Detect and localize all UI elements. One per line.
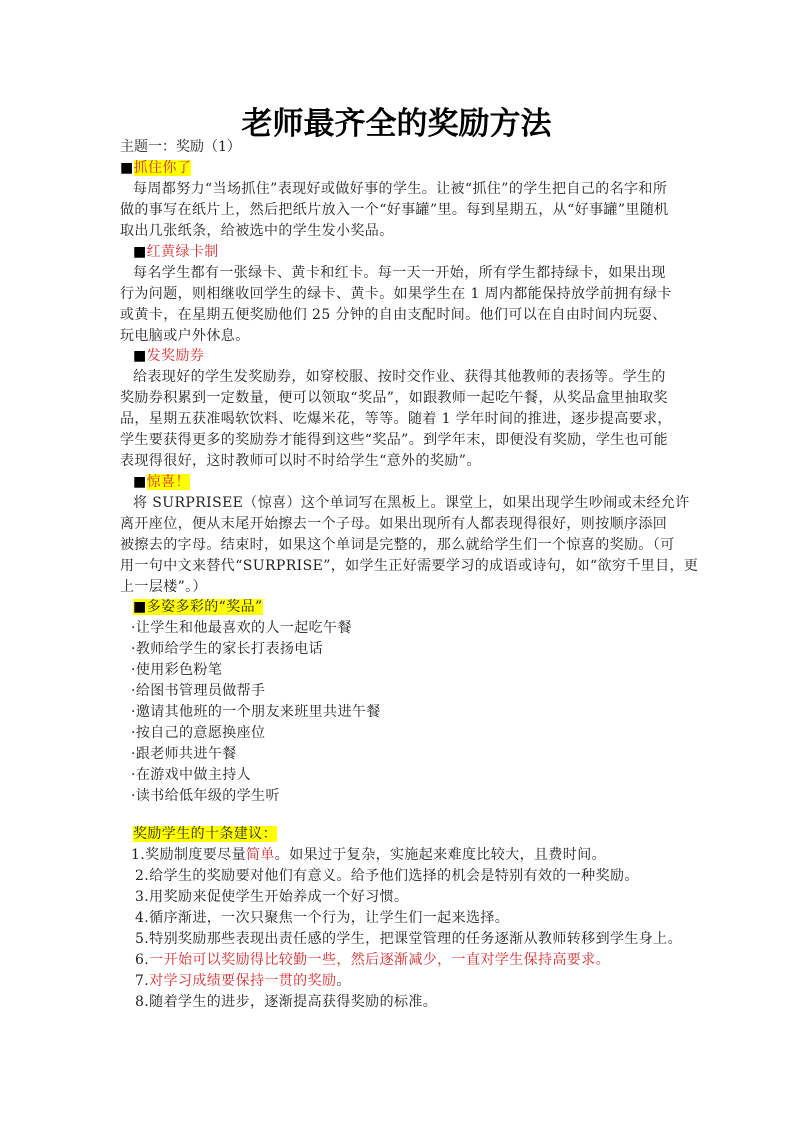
tip-text: 给学生的奖励要对他们有意义。给予他们选择的机会是特别有效的一种奖励。	[149, 868, 639, 884]
prize-item: ·让学生和他最喜欢的人一起吃午餐	[131, 620, 352, 636]
tip-text: 随着学生的进步，逐渐提高获得奖励的标准。	[149, 994, 438, 1010]
prizes-heading-label: 多姿多彩的“奖品”	[146, 599, 263, 615]
prize-item: ·跟老师共进午餐	[131, 746, 237, 762]
tip-emphasis: 对学习成绩要保持一贯的奖励	[149, 973, 337, 989]
prize-item: ·给图书管理员做帮手	[131, 683, 266, 699]
prize-item: ·教师给学生的家长打表扬电话	[131, 641, 324, 657]
tip-number: 5.	[135, 931, 150, 947]
paragraph-line: 给表现好的学生发奖励券，如穿校服、按时交作业、获得其他教师的表扬等。学生的	[133, 369, 666, 385]
prizes-heading-text	[133, 599, 263, 615]
square-bullet-icon: ■	[133, 474, 147, 490]
tips-heading	[120, 824, 690, 845]
tip-emphasis: 一开始可以奖励得比较勤一些，然后逐渐减少，一直对学生保持高要求。	[149, 952, 610, 968]
section-heading	[120, 472, 690, 493]
subtitle: 主题一：奖励（1）	[120, 139, 241, 155]
tip-text: 特别奖励那些表现出责任感的学生，把课堂管理的任务逐渐从教师转移到学生身上。	[149, 931, 682, 947]
square-bullet-icon: ■	[120, 160, 134, 176]
paragraph-line: 行为问题，则相继收回学生的绿卡、黄卡。如果学生在 1 周内都能保持放学前拥有绿卡	[120, 286, 672, 302]
tip-number: 6.	[135, 952, 150, 968]
section-heading-text: 抓住你了	[133, 160, 192, 176]
page-title: 老师最齐全的奖励方法	[241, 106, 552, 142]
tip-item	[120, 866, 690, 887]
section-heading	[120, 242, 690, 263]
tip-item	[120, 929, 690, 950]
paragraph-line: 奖励券积累到一定数量，便可以领取“奖品”，如跟教师一起吃午餐，从奖品盒里抽取奖	[120, 390, 668, 406]
tips-section	[120, 824, 690, 1013]
tip-item	[120, 950, 690, 971]
section	[120, 242, 690, 347]
section-heading	[120, 158, 690, 179]
paragraph-line: 每周都努力“当场抓住”表现好或做好事的学生。让被“抓住”的学生把自己的名字和所	[133, 181, 668, 197]
section-heading	[120, 346, 690, 367]
prize-item: ·按自己的意愿换座位	[131, 725, 266, 741]
tip-item	[120, 908, 690, 929]
paragraph-line: 将 SURPRISEE（惊喜）这个单词写在黑板上。课堂上，如果出现学生吵闹或未经允许	[133, 495, 690, 511]
section-heading-text: 红黄绿卡制	[146, 244, 219, 260]
tip-number: 8.	[135, 994, 150, 1010]
paragraph-line: 或黄卡，在星期五便奖励他们 25 分钟的自由支配时间。他们可以在自由时间内玩耍、	[120, 307, 667, 323]
paragraph-line: 表现得很好，这时教师可以时不时给学生“意外的奖励”。	[120, 453, 481, 469]
square-bullet-icon: ■	[133, 599, 147, 615]
tip-number: 7.	[135, 973, 150, 989]
square-bullet-icon: ■	[133, 244, 147, 260]
section	[120, 346, 690, 472]
tip-number: 3.	[135, 889, 150, 905]
tip-text: 。如果过于复杂，实施起来难度比较大，且费时间。	[274, 847, 606, 863]
paragraph-line: 品，星期五获准喝软饮料、吃爆米花，等等。随着 1 学年时间的推进，逐步提高要求，	[120, 411, 672, 427]
tip-item	[120, 971, 690, 992]
tip-item	[120, 887, 690, 908]
section-heading-text: 惊喜！	[146, 474, 190, 490]
tip-number: 2.	[135, 868, 150, 884]
section-heading-text: 发奖励券	[146, 348, 205, 364]
prizes-section	[120, 597, 690, 807]
prize-item: ·读书给低年级的学生听	[131, 788, 280, 804]
paragraph-line: 被擦去的字母。结束时，如果这个单词是完整的，那么就给学生们一个惊喜的奖励。（可	[120, 537, 675, 553]
paragraph-line: 用一句中文来替代“SURPRISE”，如学生正好需要学习的成语或诗句，如“欲穷千里目，更	[120, 558, 699, 574]
section	[120, 158, 690, 242]
prize-item: ·在游戏中做主持人	[131, 767, 252, 783]
paragraph-line: 上一层楼”。）	[120, 579, 207, 595]
prizes-heading	[120, 597, 690, 618]
prize-item: ·邀请其他班的一个朋友来班里共进午餐	[131, 704, 381, 720]
tip-emphasis: 简单	[245, 847, 275, 863]
tips-heading-text: 奖励学生的十条建议：	[133, 826, 277, 842]
paragraph-line: 离开座位，便从末尾开始擦去一个子母。如果出现所有人都表现得很好，则按顺序添回	[120, 516, 668, 532]
paragraph-line: 每名学生都有一张绿卡、黄卡和红卡。每一天一开始，所有学生都持绿卡，如果出现	[133, 265, 666, 281]
tip-item	[120, 992, 690, 1013]
tip-text: 。	[336, 973, 351, 989]
paragraph-line: 学生要获得更多的奖励券才能得到这些“奖品”。到学年末，即便没有奖励，学生也可能	[120, 432, 668, 448]
paragraph-line: 取出几张纸条，给被选中的学生发小奖品。	[120, 223, 394, 239]
paragraph-line: 玩电脑或户外休息。	[120, 328, 250, 344]
tip-number: 4.	[135, 910, 150, 926]
paragraph-line: 做的事写在纸片上，然后把纸片放入一个“好事罐”里。每到星期五，从“好事罐”里随机	[120, 202, 669, 218]
tip-number: 1.	[131, 847, 146, 863]
tip-item	[120, 845, 690, 866]
tip-text: 用奖励来促使学生开始养成一个好习惯。	[149, 889, 409, 905]
tip-text: 循序渐进，一次只聚焦一个行为，让学生们一起来选择。	[149, 910, 510, 926]
prize-item: ·使用彩色粉笔	[131, 662, 223, 678]
section	[120, 472, 699, 598]
square-bullet-icon: ■	[133, 348, 147, 364]
tip-text: 奖励制度要尽量	[145, 847, 246, 863]
